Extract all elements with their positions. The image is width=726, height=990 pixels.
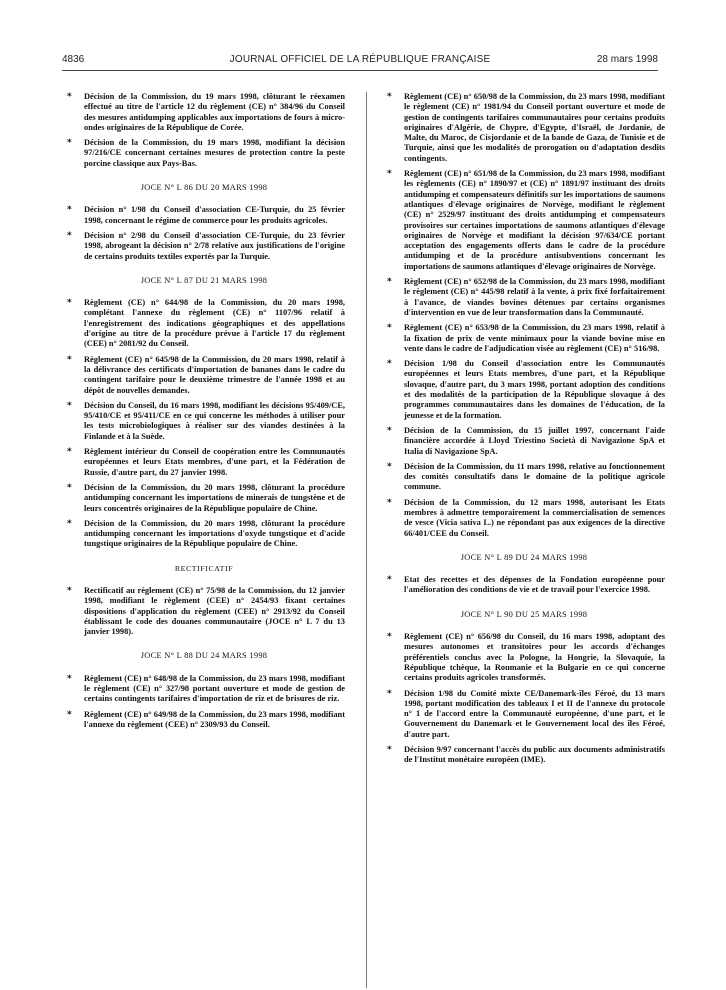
list-item [63, 710, 345, 731]
asterisk-bullet-icon: * [387, 92, 392, 102]
entry-text: Etat des recettes et des dépenses de la Fondation européenne pour l'amélioration des conditions de vie et de travail pour l'exercice 1998. [404, 575, 665, 595]
list-item [383, 169, 665, 272]
right-column [383, 92, 665, 771]
entry-text: Décision de la Commission, du 19 mars 1998, clôturant le réexamen effectué au titre de l'article 12 du règlement (CE) n° 384/96 du Conseil des mesures antidumping applicables aux importations de fours à micro-ondes originaires de la République de Corée. [84, 92, 345, 132]
asterisk-bullet-icon: * [67, 298, 72, 309]
list-item [63, 401, 345, 442]
entry-text: Décision 9/97 concernant l'accès du public aux documents administratifs de l'Institut monétaire européen (IME). [404, 745, 665, 765]
asterisk-bullet-icon: * [67, 482, 72, 493]
list-item [63, 298, 345, 349]
asterisk-bullet-icon: * [387, 169, 392, 180]
entry-text: Règlement (CE) n° 651/98 de la Commission, du 23 mars 1998, modifiant les règlements (CE) n° 1890/97 et (CE) n° 1891/97 instituant des droits antidumping et compensateurs définitifs sur les importations de saumons atlantiques d'élevage originaires de Norvège, modifiant le règlement (CE) n° 2529/97 instituant des droits antidumping et compensateurs provisoires sur certaines importations de saumons atlantiques d'élevage originaires de Norvège et modifiant la décision 97/634/CE portant acceptation des engagements offerts dans le cadre de la procédure antidumping et de la procédure antisubventions concernant les importations de saumons atlantiques d'élevage originaires de Norvège. [404, 169, 665, 271]
asterisk-bullet-icon: * [67, 518, 72, 529]
asterisk-bullet-icon: * [387, 575, 392, 586]
header-rule [62, 70, 658, 71]
entry-text: Règlement (CE) n° 652/98 de la Commission, du 23 mars 1998, modifiant le règlement (CE) n° 445/98 relatif à la vente, à prix fixé forfaitairement à l'avance, de viandes bovines détenues par certains organismes d'intervention en vue de leur transformation dans la Communauté. [404, 277, 665, 317]
asterisk-bullet-icon: * [67, 447, 72, 458]
asterisk-bullet-icon: * [67, 673, 72, 684]
list-item [63, 92, 345, 133]
entry-text: Décision 1/98 du Conseil d'association entre les Communautés européennes et leurs Etats membres, d'une part, et la République slovaque, d'autre part, du 3 mars 1998, portant adoption des conditions et des modalités de la participation de la République slovaque à des programmes communautaires dans les domaines de l'éducation, de la jeunesse et de la formation. [404, 359, 665, 420]
entry-text: Décision de la Commission, du 20 mars 1998, clôturant la procédure antidumping concernant les importations d'oxyde tungstique et d'acide tungstique originaires de la République populaire de Chine. [84, 518, 345, 549]
entry-text: Rectificatif au règlement (CE) n° 75/98 de la Commission, du 12 janvier 1998, modifiant le règlement (CEE) n° 2454/93 fixant certaines dispositions d'application du règlement (CEE) n° 2913/92 du Conseil établissant le code des douanes communautaire (JOCE n° L 7 du 13 janvier 1998). [84, 585, 345, 637]
section-heading: RECTIFICATIF [174, 563, 234, 573]
entry-text: Décision n° 1/98 du Conseil d'association CE-Turquie, du 25 février 1998, concernant le régime de commerce pour les produits agricoles. [84, 205, 345, 225]
asterisk-bullet-icon: * [67, 92, 72, 102]
section-heading: JOCE N° L 88 DU 24 MARS 1998 [140, 651, 268, 661]
asterisk-bullet-icon: * [67, 709, 72, 720]
asterisk-bullet-icon: * [387, 745, 392, 756]
journal-title: JOURNAL OFFICIEL DE LA RÉPUBLIQUE FRANÇAISE [229, 54, 491, 65]
entry-text: Règlement (CE) n° 649/98 de la Commission, du 23 mars 1998, modifiant l'annexe du règlement (CEE) n° 2309/93 du Conseil. [84, 709, 345, 729]
asterisk-bullet-icon: * [67, 400, 72, 411]
list-item [383, 462, 665, 493]
section-heading: JOCE N° L 90 DU 25 MARS 1998 [460, 609, 588, 619]
list-item [63, 355, 345, 396]
entry-text: Décision de la Commission, du 11 mars 1998, relative au fonctionnement des comités consultatifs dans le domaine de la politique agricole commune. [404, 461, 665, 492]
list-item [383, 575, 665, 596]
asterisk-bullet-icon: * [387, 688, 392, 699]
entry-text: Règlement (CE) n° 656/98 du Conseil, du 16 mars 1998, adoptant des mesures autonomes et transitoires pour les accords d'échanges préférentiels conclus avec la Pologne, la Hongrie, la Slovaquie, la République tchèque, la Roumanie et la Bulgarie en ce qui concerne certains produits agricoles transformés. [404, 632, 665, 683]
list-item [383, 632, 665, 683]
entry-text: Décision du Conseil, du 16 mars 1998, modifiant les décisions 95/409/CE, 95/410/CE et 95/411/CE en ce qui concerne les méthodes à utiliser pour les tests microbiologiques à réaliser sur des viandes destinées à la Finlande et à la Suède. [84, 400, 345, 441]
entry-text: Règlement (CE) n° 650/98 de la Commission, du 23 mars 1998, modifiant le règlement (CE) n° 1981/94 du Conseil portant ouverture et mode de gestion de contingents tarifaires communautaires pour certains produits originaires d'Algérie, de Chypre, d'Egypte, d'Israël, de Jordanie, de Malte, du Maroc, de Cisjordanie et de la bande de Gaza, de Tunisie et de Turquie, ainsi que les modalités de prorogation ou d'adaptation desdits contingents. [404, 92, 665, 163]
header-date: 28 mars 1998 [596, 54, 658, 65]
entry-text: Décision de la Commission, du 15 juillet 1997, concernant l'aide financière accordée à Lloyd Triestino Società di Navigazione SpA et Italia di Navigazione SpA. [404, 425, 665, 456]
list-item [63, 231, 345, 262]
column-divider [366, 92, 367, 988]
section-heading: JOCE N° L 86 DU 20 MARS 1998 [140, 183, 268, 193]
list-item [383, 277, 665, 318]
asterisk-bullet-icon: * [387, 497, 392, 508]
entry-text: Décision n° 2/98 du Conseil d'association CE-Turquie, du 23 février 1998, abrogeant la décision n° 2/78 relative aux justifications de l'origine de certains produits textiles exportés par la Turquie. [84, 230, 345, 261]
entry-text: Règlement (CE) n° 644/98 de la Commission, du 20 mars 1998, complétant l'annexe du règlement (CE) n° 1107/96 relatif à l'enregistrement des indications géographiques et des appellations d'origine au titre de la procédure prévue à l'article 17 du règlement (CEE) n° 2081/92 du Conseil. [84, 298, 345, 349]
list-item [63, 519, 345, 550]
list-item [383, 92, 665, 164]
entry-text: Règlement intérieur du Conseil de coopération entre les Communautés européennes et leurs Etats membres, d'une part, et la Fédération de Russie, d'autre part, du 27 janvier 1998. [84, 447, 345, 477]
entry-text: Décision de la Commission, du 20 mars 1998, clôturant la procédure antidumping concernant les importations de minerais de tungstène et de leurs concentrés originaires de la République populaire de Chine. [84, 482, 345, 513]
asterisk-bullet-icon: * [387, 359, 392, 370]
asterisk-bullet-icon: * [387, 277, 392, 288]
left-column [63, 92, 345, 735]
section-heading: JOCE N° L 87 DU 21 MARS 1998 [140, 275, 268, 285]
list-item [63, 483, 345, 514]
entry-text: Règlement (CE) n° 645/98 de la Commission, du 20 mars 1998, relatif à la délivrance des certificats d'importation de bananes dans le cadre du contingent tarifaire pour le deuxième trimestre de l'année 1998 et au dépôt de nouvelles demandes. [84, 354, 345, 395]
asterisk-bullet-icon: * [67, 230, 72, 241]
asterisk-bullet-icon: * [387, 425, 392, 436]
entry-text: Décision 1/98 du Comité mixte CE/Danemark-îles Féroé, du 13 mars 1998, portant modification des tableaux I et II de l'annexe du protocole n° 1 de l'accord entre la Communauté européenne, d'une part, et le Gouvernement du Danemark et le Gouvernement local des îles Féroé, d'autre part. [404, 688, 665, 739]
asterisk-bullet-icon: * [387, 632, 392, 643]
list-item [63, 447, 345, 478]
asterisk-bullet-icon: * [67, 138, 72, 149]
asterisk-bullet-icon: * [387, 323, 392, 334]
page-number: 4836 [62, 54, 85, 65]
list-item [383, 359, 665, 421]
entry-text: Décision de la Commission, du 12 mars 1998, autorisant les Etats membres à admettre temporairement la commercialisation de semences de vesce (Vicia sativa L.) ne répondant pas aux exigences de la directive 66/401/CEE du Conseil. [404, 497, 665, 538]
list-item [383, 426, 665, 457]
list-item [383, 689, 665, 740]
list-item [383, 498, 665, 539]
entry-text: Règlement (CE) n° 653/98 de la Commission, du 23 mars 1998, relatif à la fixation de prix de vente minimaux pour la viande bovine mise en vente dans le cadre de l'adjudication visée au règlement (CE) n° 516/98. [404, 323, 665, 353]
section-heading: JOCE N° L 89 DU 24 MARS 1998 [460, 552, 588, 562]
entry-text: Décision de la Commission, du 19 mars 1998, modifiant la décision 97/216/CE concernant certaines mesures de protection contre la peste porcine classique aux Pays-Bas. [84, 138, 345, 168]
asterisk-bullet-icon: * [67, 354, 72, 365]
list-item [383, 745, 665, 766]
asterisk-bullet-icon: * [67, 585, 72, 596]
asterisk-bullet-icon: * [387, 461, 392, 472]
asterisk-bullet-icon: * [67, 205, 72, 216]
page-header [62, 54, 658, 70]
list-item [63, 586, 345, 637]
list-item [63, 138, 345, 169]
entry-text: Règlement (CE) n° 648/98 de la Commission, du 23 mars 1998, modifiant le règlement (CE) n° 327/98 portant ouverture et mode de gestion de certains contingents tarifaires d'importation de riz et de brisures de riz. [84, 673, 345, 704]
list-item [383, 323, 665, 354]
list-item [63, 674, 345, 705]
list-item [63, 205, 345, 226]
